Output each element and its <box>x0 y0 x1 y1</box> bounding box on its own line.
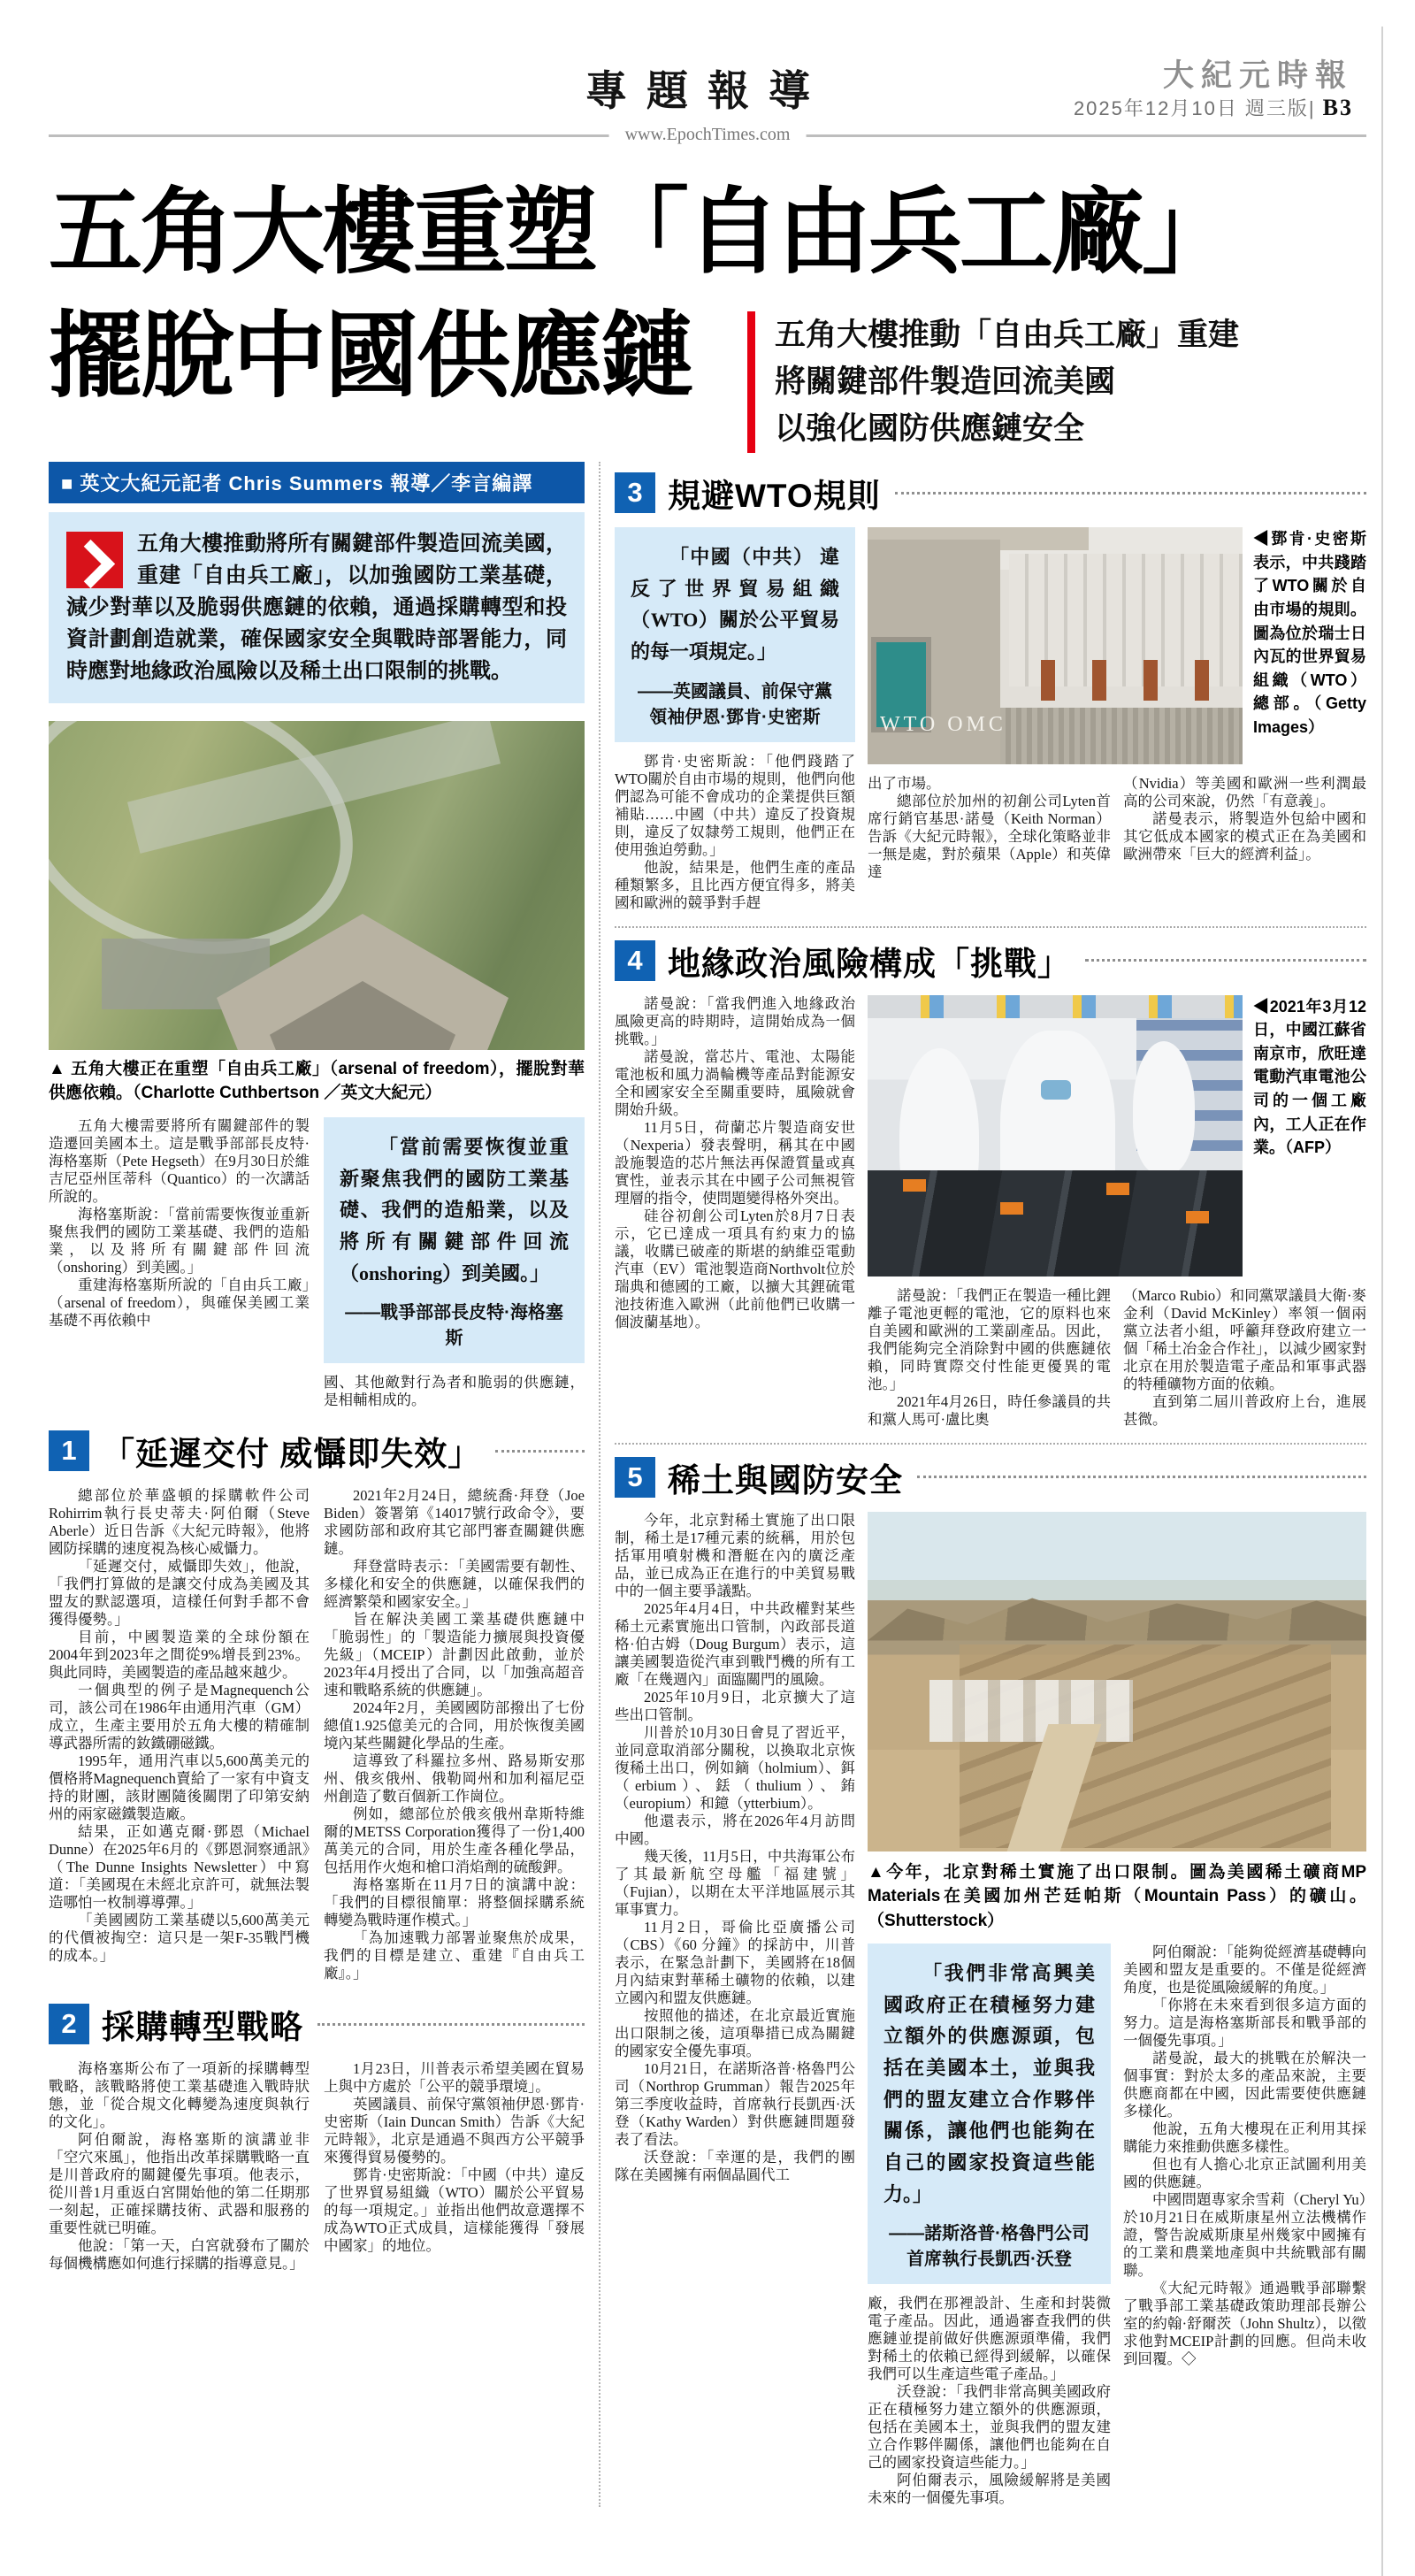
battery-connector <box>1186 1211 1209 1223</box>
paragraph: 海格塞斯公布了一項新的採購轉型戰略，該戰略將使工業基礎進入戰時狀態，並「從合規文化轉變為速度與執行的文化」。 <box>49 2060 310 2131</box>
paragraph: 按照他的描述，在北京最近實施出口限制之後，這項舉措已成為關鍵的國家安全優先事項。 <box>615 2006 855 2059</box>
section5-colA <box>615 1512 855 2508</box>
section5-content <box>615 1512 1366 2508</box>
opening-col2-text <box>324 1374 585 1409</box>
section3-colA-text <box>615 753 855 912</box>
paragraph: 五角大樓需要將所有關鍵部件的製造遷回美國本土。這是戰爭部部長皮特·海格塞斯（Pete Hegseth）在9月30日於維吉尼亞州匡蒂科（Quantico）的一次講話所說的。 <box>49 1117 310 1206</box>
quote-text: 「當前需要恢復並重新聚焦我們的國防工業基礎、我們的造船業，以及將所有關鍵部件回流（onshoring）到美國。」 <box>340 1136 569 1284</box>
paragraph: 英國議員、前保守黨領袖伊恩·鄧肯·史密斯（Iain Duncan Smith）告訴《大紀元時報》，北京是通過不與西方公平競爭來獲得貿易優勢的。 <box>324 2096 585 2166</box>
deck-line: 五角大樓推動「自由兵工廠」重建 <box>775 318 1240 352</box>
paragraph: 一個典型的例子是Magnequench公司，該公司在1986年由通用汽車（GM）成立，生產主要用於五角大樓的精確制導武器所需的釹鐵硼磁鐵。 <box>49 1682 310 1752</box>
fence-wall <box>1000 708 1243 764</box>
opening-col1 <box>49 1117 310 1409</box>
headline-deck <box>747 311 1239 453</box>
paragraph: 總部位於加州的初創公司Lyten首席行銷官基思·諾曼（Keith Norman）告訴《大紀元時報》，全球化策略並非一無是處，對於蘋果（Apple）和英偉達 <box>868 793 1111 880</box>
paragraph: 諾曼說：「當我們進入地緣政治風險更高的時期時，這開始成為一個挑戰。」 <box>615 994 855 1047</box>
page-edge-rule <box>1381 27 1383 2576</box>
paragraph: 今年，北京對稀土實施了出口限制，稀土是17種元素的統稱，用於包括軍用噴射機和潛艇在內的廣泛產品，並已成為正在進行的中美貿易戰中的一個主要爭議點。 <box>615 1511 855 1599</box>
battery-factory-photo <box>868 995 1243 1276</box>
section5-colB-text <box>868 2295 1111 2507</box>
mine-terraces <box>960 1644 1331 1848</box>
paragraph: 2024年2月，美國國防部撥出了七份總值1.925億美元的合同，用於恢復美國境內某些關鍵化學品的生產。 <box>324 1699 585 1752</box>
paragraph: 沃登說：「我們非常高興美國政府正在積極努力建立額外的供應源頭，包括在美國本土，並與我們的盟友建立合作夥伴關係，讓他們也能夠在自己的國家投資這些能力。」 <box>868 2383 1111 2472</box>
face-mask <box>1041 1080 1071 1100</box>
paragraph: 沃登說：「幸運的是，我們的團隊在美國擁有兩個晶圓代工 <box>615 2148 855 2183</box>
section3-below-photo <box>868 775 1366 881</box>
paragraph: 川普於10月30日會見了習近平，並同意取消部分關稅，以換取北京恢復稀土出口，例如鏑（holmium）、鉺（erbium）、銩（thulium）、銪（europium）和鐿（ytterbium）。 <box>615 1723 855 1812</box>
paragraph: 出了市場。 <box>868 775 941 792</box>
section4-colC <box>1123 1287 1366 1429</box>
paragraph: 海格塞斯說：「當前需要恢復並重新聚焦我們的國防工業基礎、我們的造船業，以及將所有關鍵部件回流（onshoring）到美國。」 <box>49 1206 310 1276</box>
section5-header <box>615 1453 1366 1501</box>
pentagon-photo-caption: ▲ 五角大樓正在重塑「自由兵工廠」（arsenal of freedom），擺脫對華供應依賴。（Charlotte Cuthbertson ／英文大紀元） <box>49 1060 585 1102</box>
paragraph: 幾天後，11月5日，中共海軍公布了其最新航空母艦「福建號」（Fujian），以期在太平洋地區展示其軍事實力。 <box>615 1847 855 1918</box>
header-rule <box>49 125 1366 144</box>
right-article-block <box>599 462 1366 2507</box>
section3-right <box>868 527 1366 912</box>
paragraph: 直到第二屆川普政府上台，進展甚微。 <box>1123 1392 1366 1428</box>
section2-col1 <box>49 2060 310 2273</box>
paragraph: 諾曼表示，將製造外包給中國和其它低成本國家的模式正在為美國和歐洲帶來「巨大的經濟利益」。 <box>1123 810 1366 862</box>
paragraph: 「美國國防工業基礎以5,600萬美元的代價被掏空：這只是一架F-35戰鬥機的成本。」 <box>49 1912 310 1965</box>
paragraph: 鄧肯·史密斯說：「他們踐踏了WTO關於自由市場的規則，他們向他們認為可能不會成功的企業提供巨額補貼……中國（中共）違反了投資規則，違反了奴隸勞工規則，他們正在使用強迫勞動。」 <box>615 752 855 858</box>
paragraph: 海格塞斯在11月7日的演講中說：「我們的目標很簡單：將整個採購系統轉變為戰時運作模式。」 <box>324 1876 585 1929</box>
dotted-leader <box>495 1450 585 1453</box>
section-title: 「延遲交付 威懾即失效」 <box>102 1436 482 1473</box>
intro-summary-box <box>49 512 585 703</box>
section5-right <box>868 1512 1366 2508</box>
quote-text: 「中國（中共） 違反了世界貿易組織（WTO）關於公平貿易的每一項規定。」 <box>631 546 839 663</box>
paragraph: 10月21日，在諾斯洛普·格魯門公司（Northrop Grumman）報告2025年第三季度收益時，首席執行長凱西·沃登（Kathy Warden）對供應鏈問題發表了看法。 <box>615 2059 855 2148</box>
paragraph: 「延遲交付，威懾即失效」，他說，「我們打算做的是讓交付成為美國及其盟友的默認選項，這樣任何對手都不會獲得優勢。」 <box>49 1558 310 1629</box>
intro-text: 五角大樓推動將所有關鍵部件製造回流美國，重建「自由兵工廠」，以加強國防工業基礎，減少對華以及脆弱供應鏈的依賴，通過採購轉型和投資計劃創造就業，確保國家安全與戰時部署能力，同時應對地緣政治風險以及稀土出口限制的挑戰。 <box>66 532 567 683</box>
section3-content <box>615 527 1366 912</box>
mine-photo-caption: ▲今年，北京對稀土實施了出口限制。圖為美國稀土礦商MP Materials在美國加州芒廷帕斯（Mountain Pass）的礦山。（Shutterstock） <box>868 1862 1366 1930</box>
paragraph: 結果，正如邁克爾·鄧恩（Michael Dunne）在2025年6月的《鄧恩洞察通訊》（The Dunne Insights Newsletter）中寫道：「美國現在未經北京許可，就無法製造哪怕一枚制導導彈。」 <box>49 1823 310 1912</box>
paragraph: 2021年4月26日，時任參議員的共和黨人馬可·盧比奧 <box>868 1392 1111 1428</box>
section3-colB <box>868 775 1111 881</box>
paragraph: 1月23日，川普表示希望美國在貿易上與中方處於「公平的競爭環境」。 <box>324 2060 585 2096</box>
section1-header <box>49 1427 585 1475</box>
paragraph: 他還表示，將在2026年4月訪問中國。 <box>615 1812 855 1847</box>
paragraph: 2025年4月4日，中共政權對某些稀土元素實施出口管制，內政部長道格·伯古姆（Doug Burgum）表示，這讓美國製造從汽車到戰鬥機的所有工廠「在幾週內」面臨關門的風險。 <box>615 1599 855 1688</box>
section4-header <box>615 937 1366 985</box>
section-number-badge: 3 <box>615 472 655 513</box>
section3-colA <box>615 527 855 912</box>
paragraph: 這導致了科羅拉多州、路易斯安那州、俄亥俄州、俄勒岡州和加利福尼亞州創造了數百個新工作崗位。 <box>324 1752 585 1806</box>
page-number: B3 <box>1322 95 1353 120</box>
pentagon-aerial-photo <box>49 721 585 1050</box>
warden-quote-box <box>868 1944 1111 2284</box>
paragraph: 11月5日，荷蘭芯片製造商安世（Nexperia）發表聲明，稱其在中國設施製造的芯片無法再保證質量或真實性，並表示其在中國子公司無視管理層的指令，使問題變得格外突出。 <box>615 1118 855 1207</box>
paragraph: 鄧肯·史密斯說：「中國（中共）違反了世界貿易組織（WTO）關於公平貿易的每一項規定。」並指出他們故意選擇不成為WTO正式成員，這樣能獲得「發展中國家」的地位。 <box>324 2166 585 2255</box>
paragraph: 重建海格塞斯所說的「自由兵工廠」（arsenal of freedom），與確保美國工業基礎不再依賴中 <box>49 1276 310 1330</box>
section-number-badge: 2 <box>49 2004 89 2044</box>
paragraph: 2025年10月9日，北京擴大了這些出口管制。 <box>615 1688 855 1723</box>
mine-facility-buildings <box>929 1680 1133 1742</box>
paragraph: 「為加速戰力部署並聚焦於成果，我們的目標是建立、重建『自由兵工廠』。」 <box>324 1929 585 1982</box>
paragraph: 「你將在未來看到很多這方面的努力。這是海格塞斯部長和戰爭部的一個優先事項。」 <box>1123 1997 1366 2050</box>
opening-columns <box>49 1117 585 1409</box>
paragraph: 例如，總部位於俄亥俄州韋斯特維爾的METSS Corporation獲得了一份1,400萬美元的合同，用於生產各種化學品，包括用作火炮和槍口消焰劑的硫酸鉀。 <box>324 1806 585 1876</box>
website-url: www.EpochTimes.com <box>609 125 807 145</box>
epoch-arrow-icon <box>66 532 123 588</box>
section2-header <box>49 2000 585 2048</box>
paragraph: 硅谷初創公司Lyten於8月7日表示，它已達成一項具有約束力的協議，收購已破產的斯堪的納維亞電動汽車（EV）電池製造商Northvolt位於瑞典和德國的工廠，以擴大其鋰硫電池技術進入歐洲（此前他們已收購一個波蘭基地）。 <box>615 1207 855 1330</box>
quote-attribution: ——戰爭部部長皮特·海格塞斯 <box>345 1303 563 1349</box>
mountain-ridge <box>868 1588 1366 1641</box>
section3-colC <box>1123 775 1366 881</box>
wto-sign-text: WTO OMC <box>880 713 1006 736</box>
chevron-right-icon <box>66 540 115 588</box>
paragraph: 諾曼說，當芯片、電池、太陽能電池板和風力渦輪機等產品對能源安全和國家安全至關重要時，風險就會開始升級。 <box>615 1047 855 1118</box>
opening-col2 <box>324 1117 585 1409</box>
hegseth-quote-box <box>324 1117 585 1363</box>
factory-ceiling <box>868 995 1243 1018</box>
section1-col2 <box>324 1487 585 1982</box>
battery-connector <box>1000 1202 1023 1215</box>
section-title: 採購轉型戰略 <box>102 2009 303 2046</box>
section5-colB <box>868 1944 1111 2507</box>
paragraph: 阿伯爾表示，風險緩解將是美國未來的一個優先事項。 <box>868 2472 1111 2507</box>
page-section-label: 專題報導 <box>585 67 830 114</box>
section-number-badge: 4 <box>615 940 655 981</box>
battery-connector <box>903 1179 926 1192</box>
battery-connector <box>1106 1183 1129 1195</box>
paragraph: 廠，我們在那裡設計、生產和封裝微電子產品。因此，通過審查我們的供應鏈並提前做好供應源頭準備，我們對稀土的依賴已經得到緩解，以確保我們可以生產這些電子產品。」 <box>868 2295 1111 2383</box>
paragraph: 《大紀元時報》通過戰爭部聯繫了戰爭部工業基礎政策助理部長辦公室的約翰·舒爾茨（John Shultz），以徵求他對MCEIP計劃的回應。但尚未收到回覆。◇ <box>1123 2280 1366 2368</box>
paragraph: 諾曼說：「我們正在製造一種比鋰離子電池更輕的電池，它的原料也來自美國和歐洲的工業副產品。因此，我們能夠完全消除對中國的供應鏈依賴，同時實際交付性能更優異的電池。」 <box>868 1286 1111 1392</box>
section3-header <box>615 469 1366 517</box>
dotted-leader <box>895 492 1366 494</box>
section4-colA <box>615 995 855 1429</box>
paragraph: 總部位於華盛頓的採購軟件公司Rohirrim執行長史蒂夫·阿伯爾（Steve Aberle）近日告訴《大紀元時報》，他將國防採購的速度視為核心威懾力。 <box>49 1487 310 1558</box>
paragraph: 他說，五角大樓現在正利用其採購能力來推動供應多樣性。 <box>1123 2120 1366 2156</box>
paragraph: 1995年，通用汽車以5,600萬美元的價格將Magnequench賣給了一家有中資支持的財團，該財團隨後關閉了印第安納州的兩家磁鐵製造廠。 <box>49 1752 310 1823</box>
dotted-leader <box>317 2023 585 2026</box>
section-number-badge: 5 <box>615 1457 655 1498</box>
paragraph: 拜登當時表示：「美國需要有韌性、多樣化和安全的供應鏈，以確保我們的經濟繁榮和國家安全。」 <box>324 1558 585 1611</box>
paragraph: 旨在解決美國工業基礎供應鏈中「脆弱性」的「製造能力擴展與投資優先級」（MCEIP）計劃因此啟動，並於2023年4月授出了合同，以「加強高超音速和戰略系統的供應鏈」。 <box>324 1611 585 1699</box>
quote-attribution: ——英國議員、前保守黨領袖伊恩·鄧肯·史密斯 <box>638 681 832 727</box>
section-title: 稀土與國防安全 <box>668 1461 903 1499</box>
section3 <box>615 462 1366 912</box>
tree-row <box>1018 660 1243 701</box>
section4-content <box>615 995 1366 1429</box>
section5-colC <box>1123 1944 1366 2507</box>
paragraph: （Marco Rubio）和同黨眾議員大衛·麥金利（David McKinley）率領一個兩黨立法者小組，呼籲拜登政府建立一個「稀土冶金合作社」，以減少國家對北京在用於製造電子產品和軍事武器的特種礦物方面的依賴。 <box>1123 1286 1366 1392</box>
paragraph: 目前，中國製造業的全球份額在2004年到2023年之間從9%增長到23%。與此同時，美國製造的產品越來越少。 <box>49 1629 310 1682</box>
dotted-leader <box>1085 959 1366 962</box>
section4-below-photo <box>868 1287 1366 1429</box>
quote-text: 「我們非常高興美國政府正在積極努力建立額外的供應源頭，包括在美國本土，並與我們的盟友建立合作夥伴關係，讓他們也能夠在自己的國家投資這些能力。」 <box>883 1962 1095 2205</box>
quote-attribution: ——諾斯洛普·格魯門公司首席執行長凱西·沃登 <box>889 2224 1090 2270</box>
main-content <box>49 462 1366 2507</box>
paragraph: 阿伯爾說：「能夠從經濟基礎轉向美國和盟友是重要的。不僅是從經濟角度，也是從風險緩解的角度。」 <box>1123 1944 1366 1997</box>
paragraph: 他說：「第一天，白宮就發布了關於每個機構應如何進行採購的指導意見。」 <box>49 2237 310 2273</box>
section1-col1 <box>49 1487 310 1982</box>
section2-columns <box>49 2060 585 2273</box>
section-title: 規避WTO規則 <box>668 478 881 514</box>
headline-line2: 擺脫中國供應鏈 <box>49 304 692 409</box>
paragraph: 國、其他敵對行為者和脆弱的供應鏈，是相輔相成的。 <box>324 1374 585 1409</box>
paragraph: （Nvidia）等美國和歐洲一些利潤最高的公司來說，仍然「有意義」。 <box>1123 775 1366 809</box>
section5 <box>615 1443 1366 2508</box>
section2-col2 <box>324 2060 585 2273</box>
byline-bar: ■ 英文大紀元記者 Chris Summers 報導／李言編譯 <box>49 462 585 503</box>
paragraph: 他說，結果是，他們生產的產品種類繁多，且比西方便宜得多，將美國和歐洲的競爭對手趕 <box>615 858 855 911</box>
deck-line: 將關鍵部件製造回流美國 <box>775 364 1116 400</box>
deck-line: 以強化國防供應鏈安全 <box>775 411 1085 447</box>
factory-worker <box>1133 1041 1195 1174</box>
wto-headquarters-photo <box>868 527 1243 764</box>
wto-photo-caption: ◀鄧肯·史密斯表示，中共踐踏了WTO關於自由市場的規則。圖為位於瑞士日內瓦的世界貿易組織（WTO）總部。（Getty Images） <box>1253 530 1366 736</box>
masthead-logo: 大紀元時報 <box>1162 58 1353 93</box>
battery-photo-caption: ◀2021年3月12日，中國江蘇省南京市，欣旺達電動汽車電池公司的一個工廠內，工人正在作業。（AFP） <box>1253 997 1366 1157</box>
left-article-block <box>49 462 585 2507</box>
duncan-smith-quote-box <box>615 527 855 742</box>
date-text: 2025年12月10日 週三版| <box>1073 97 1316 119</box>
section3-photo-row <box>868 527 1366 764</box>
mountain-pass-mine-photo <box>868 1512 1366 1852</box>
section4-photo-row <box>868 995 1366 1276</box>
section-title: 地緣政治風險構成「挑戰」 <box>668 945 1071 982</box>
section4 <box>615 926 1366 1429</box>
dotted-leader <box>917 1476 1366 1478</box>
paragraph: 11月2日，哥倫比亞廣播公司（CBS）《60 分鐘》的採訪中，川普表示，在緊急計劃下，美國將在18個月內結束對華稀土礦物的依賴，以建立國內和盟友供應鏈。 <box>615 1918 855 2006</box>
section-number-badge: 1 <box>49 1430 89 1471</box>
section4-right <box>868 995 1366 1429</box>
section5-below-photo <box>868 1944 1366 2507</box>
section1-columns <box>49 1487 585 1982</box>
paragraph: 阿伯爾說，海格塞斯的演講並非「空穴來風」，他指出改革採購戰略一直是川普政府的關鍵優先事項。他表示，從川普1月重返白宮開始他的第二任期那一刻起，正確採購技術、武器和服務的重要性就已明確。 <box>49 2131 310 2237</box>
paragraph: 諾曼說，最大的挑戰在於解決一個事實：對於太多的產品來說，主要供應商都在中國，因此需要使供應鏈多樣化。 <box>1123 2050 1366 2120</box>
paragraph: 但也有人擔心北京正試圖利用美國的供應鏈。 <box>1123 2156 1366 2191</box>
date-line <box>1074 94 1353 121</box>
paragraph: 2021年2月24日，總統喬·拜登（Joe Biden）簽署第《14017號行政命令》，要求國防部和政府其它部門審查關鍵供應鏈。 <box>324 1487 585 1558</box>
section4-colB <box>868 1287 1111 1429</box>
headline-line1: 五角大樓重塑「自由兵工廠」 <box>49 180 1233 285</box>
paragraph: 中國問題專家余雪莉（Cheryl Yu）於10月21日在威斯康星州立法機構作證，警告說威斯康星州幾家中國擁有的工業和農業地產與中共統戰部有關聯。 <box>1123 2191 1366 2280</box>
